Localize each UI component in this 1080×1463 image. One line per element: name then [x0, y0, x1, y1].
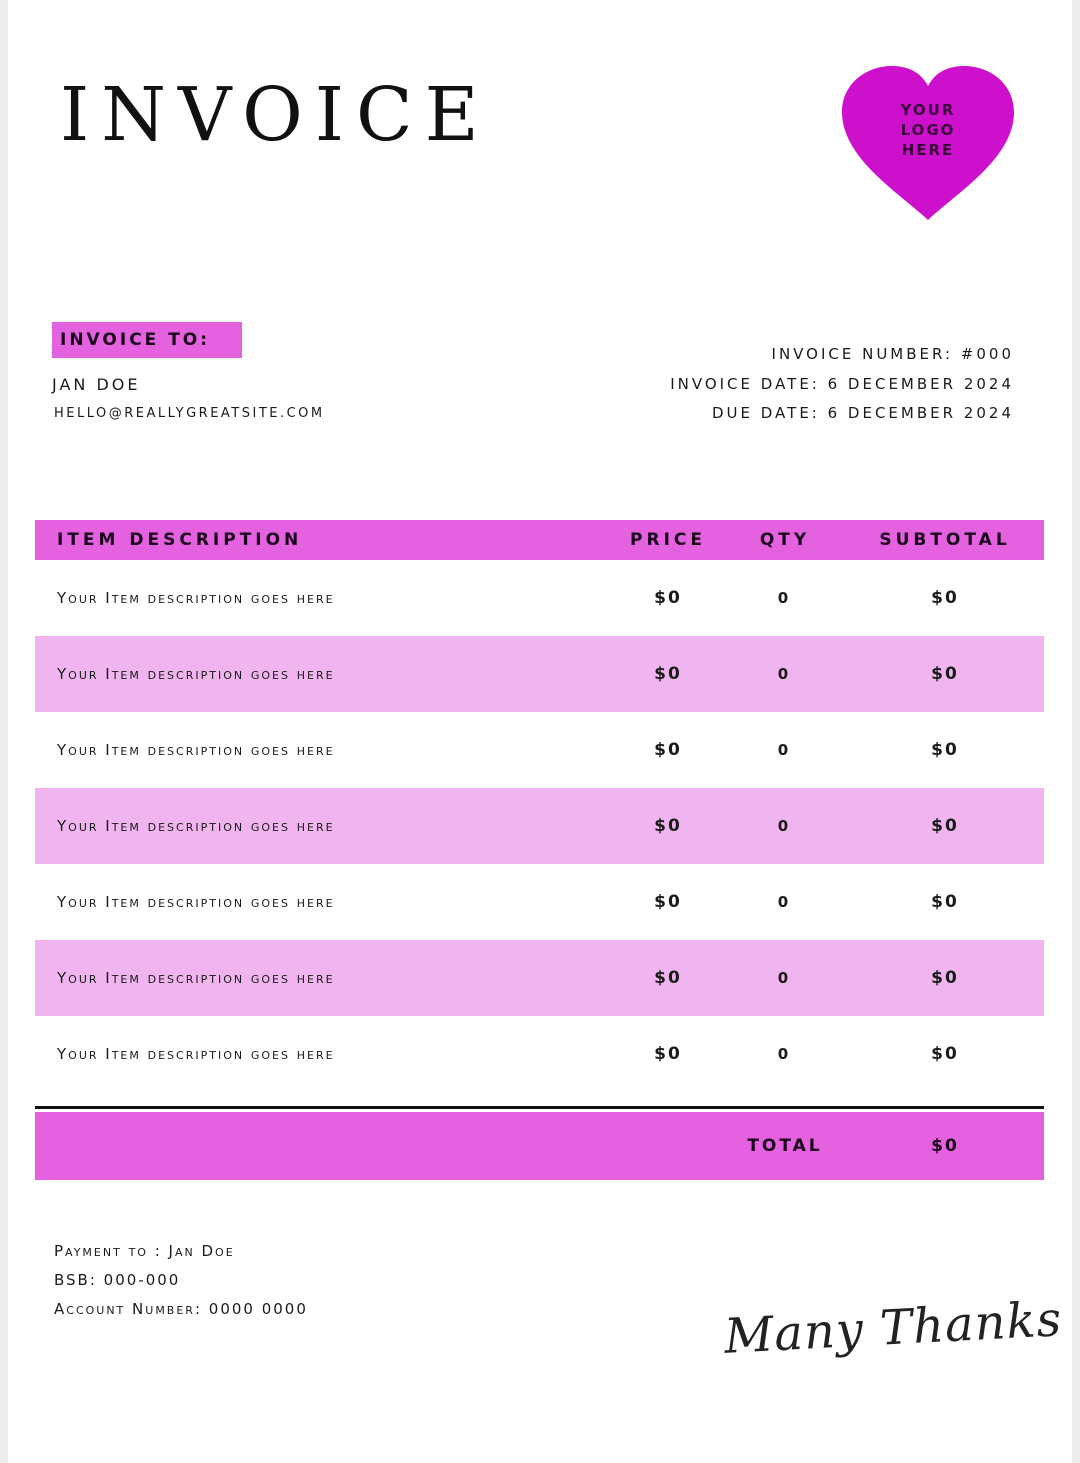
item-price: $0	[654, 664, 682, 684]
invoice-number: INVOICE NUMBER: #000	[771, 345, 1014, 363]
item-qty: 0	[777, 741, 789, 759]
header-description: ITEM DESCRIPTION	[57, 530, 303, 550]
client-email: HELLO@REALLYGREATSITE.COM	[54, 406, 325, 421]
logo-heart	[838, 62, 1018, 224]
invoice-page	[8, 0, 1072, 1463]
total-bar	[35, 1112, 1044, 1180]
item-subtotal: $0	[931, 1044, 959, 1064]
table-row	[35, 788, 1044, 864]
item-qty: 0	[777, 893, 789, 911]
item-qty: 0	[777, 817, 789, 835]
items-table	[35, 520, 1044, 1092]
item-description: Your Item description goes here	[57, 969, 335, 987]
table-row	[35, 636, 1044, 712]
payment-to: Payment to : Jan Doe	[54, 1242, 235, 1260]
invoice-to-label: INVOICE TO:	[52, 322, 242, 358]
item-description: Your Item description goes here	[57, 741, 335, 759]
table-row	[35, 1016, 1044, 1092]
due-date: DUE DATE: 6 DECEMBER 2024	[712, 404, 1014, 422]
item-description: Your Item description goes here	[57, 589, 335, 607]
item-qty: 0	[777, 589, 789, 607]
header-subtotal: SUBTOTAL	[879, 530, 1011, 550]
logo-placeholder-text: YOUR LOGO HERE	[900, 101, 956, 159]
item-qty: 0	[777, 665, 789, 683]
item-qty: 0	[777, 1045, 789, 1063]
table-header	[35, 520, 1044, 560]
item-description: Your Item description goes here	[57, 893, 335, 911]
item-subtotal: $0	[931, 664, 959, 684]
item-description: Your Item description goes here	[57, 665, 335, 683]
item-price: $0	[654, 740, 682, 760]
total-value: $0	[931, 1136, 959, 1156]
payment-bsb: BSB: 000-000	[54, 1271, 181, 1289]
payment-account-number: Account Number: 0000 0000	[54, 1300, 308, 1318]
item-subtotal: $0	[931, 892, 959, 912]
total-divider	[35, 1106, 1044, 1109]
table-row	[35, 712, 1044, 788]
item-description: Your Item description goes here	[57, 1045, 335, 1063]
header-qty: QTY	[759, 530, 811, 550]
item-qty: 0	[777, 969, 789, 987]
client-name: JAN DOE	[52, 375, 141, 394]
item-price: $0	[654, 892, 682, 912]
item-subtotal: $0	[931, 816, 959, 836]
table-row	[35, 864, 1044, 940]
signature-many-thanks: Many Thanks	[722, 1291, 1064, 1365]
item-subtotal: $0	[931, 968, 959, 988]
table-row	[35, 560, 1044, 636]
item-description: Your Item description goes here	[57, 817, 335, 835]
item-price: $0	[654, 1044, 682, 1064]
invoice-date: INVOICE DATE: 6 DECEMBER 2024	[670, 375, 1014, 393]
item-subtotal: $0	[931, 740, 959, 760]
header-price: PRICE	[630, 530, 706, 550]
item-price: $0	[654, 588, 682, 608]
table-row	[35, 940, 1044, 1016]
total-label: TOTAL	[747, 1136, 823, 1156]
invoice-title: INVOICE	[60, 72, 491, 158]
item-price: $0	[654, 968, 682, 988]
item-price: $0	[654, 816, 682, 836]
item-subtotal: $0	[931, 588, 959, 608]
